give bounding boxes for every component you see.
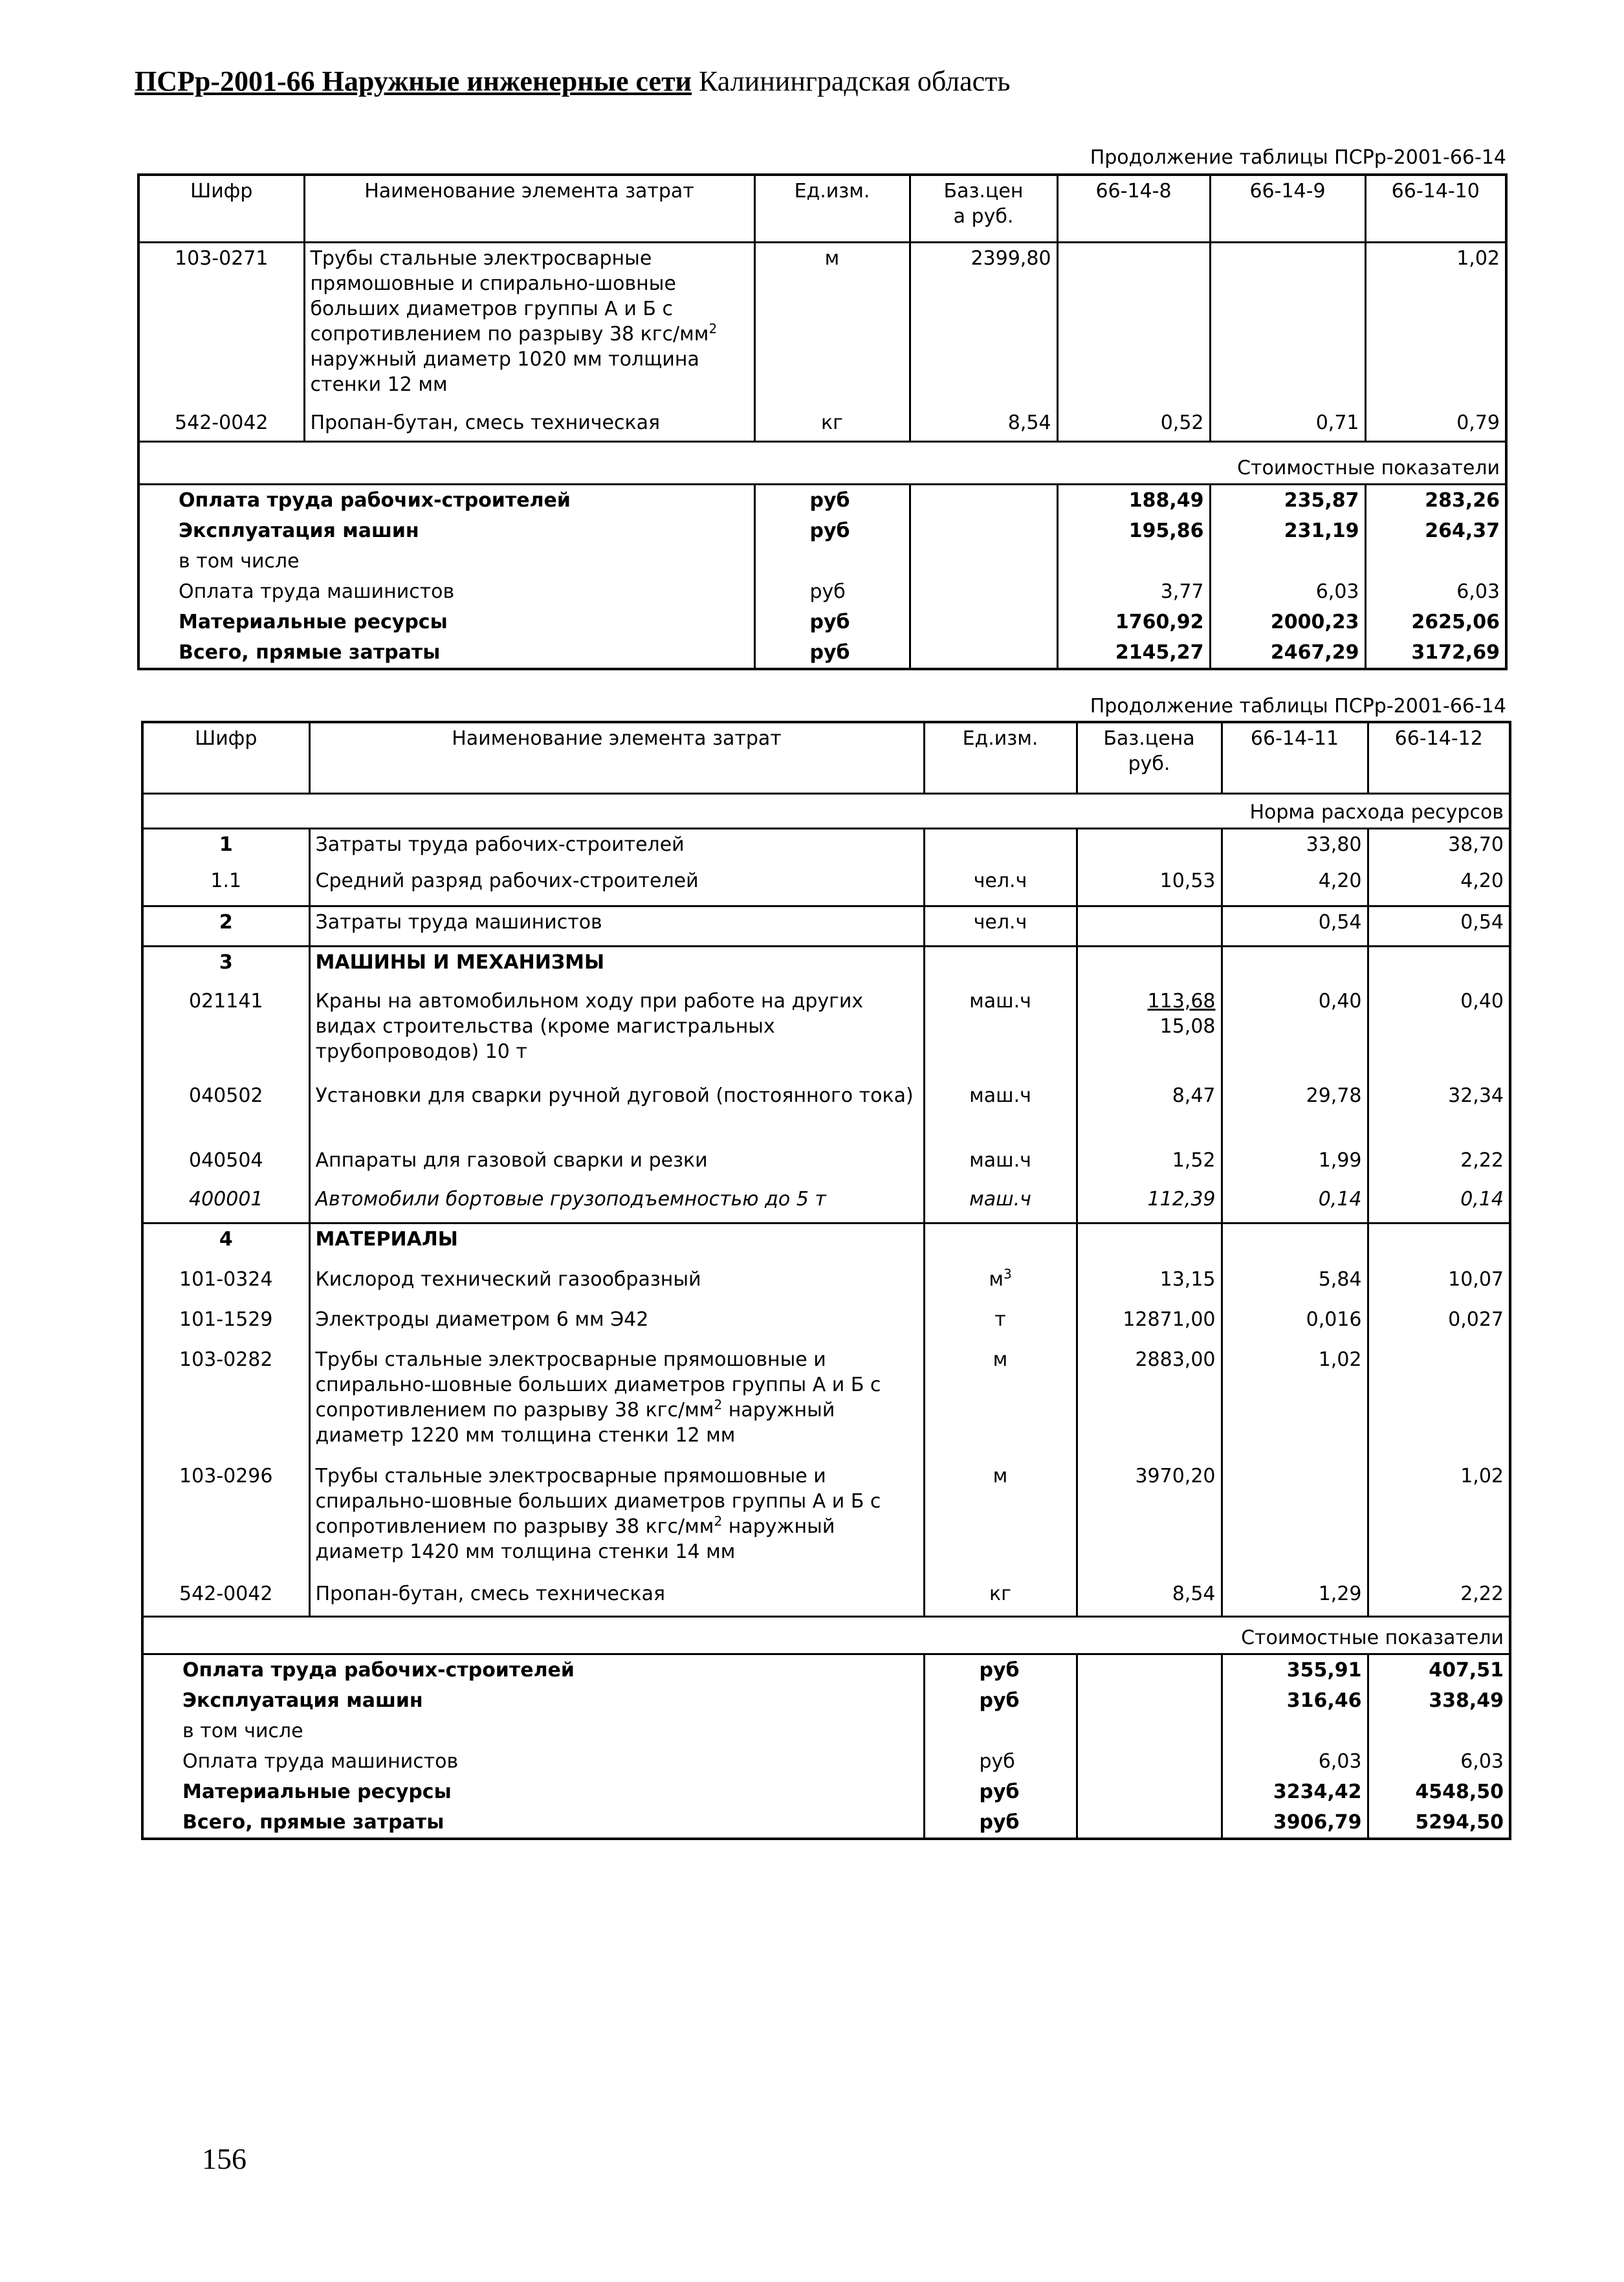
table1 — [137, 173, 1508, 670]
row-value-66-14-11: 1,99 — [1222, 1145, 1368, 1184]
section-code: 4 — [142, 1223, 309, 1264]
row-value-66-14-12: 4,20 — [1460, 870, 1504, 892]
cost-row — [138, 546, 1506, 576]
row-price — [1077, 906, 1222, 946]
row-value-66-14-11: 4,20 — [1222, 866, 1368, 906]
row-unit: кг — [754, 408, 910, 441]
row-price: 3970,20 — [1077, 1461, 1222, 1579]
row-unit: чел.ч — [924, 866, 1077, 906]
row-code: 1.1 — [142, 866, 309, 906]
cost-value-66-14-11: 355,91 — [1222, 1654, 1368, 1685]
row-price-primary: 113,68 — [1147, 990, 1216, 1013]
cost-name: Материальные ресурсы — [138, 607, 754, 637]
row-name: Установки для сварки ручной дуговой (постоянного тока) — [309, 1081, 924, 1145]
section-norm-label: Норма расхода ресурсов — [1249, 800, 1504, 824]
cost-value-66-14-9: 231,19 — [1210, 516, 1365, 546]
row-name: Пропан-бутан, смесь техническая — [304, 408, 754, 441]
cost-value-66-14-10: 283,26 — [1425, 488, 1500, 512]
cost-value-66-14-11: 3906,79 — [1222, 1807, 1368, 1839]
cost-value-66-14-11: 6,03 — [1222, 1746, 1368, 1777]
row-price — [1077, 986, 1222, 1081]
row-value-66-14-12: 0,14 — [1460, 1188, 1504, 1211]
row-name: Кислород технический газообразный — [309, 1264, 924, 1304]
row-value-66-14-11: 0,016 — [1222, 1304, 1368, 1344]
col-66-14-11-header: 66-14-11 — [1222, 722, 1368, 793]
table-row — [138, 408, 1506, 441]
cost-value-66-14-11: 316,46 — [1222, 1685, 1368, 1716]
cost-value-66-14-10: 3172,69 — [1411, 641, 1500, 664]
row-unit: маш.ч — [924, 1184, 1077, 1223]
col-66-14-9-header: 66-14-9 — [1210, 175, 1365, 242]
cost-row — [142, 1807, 1510, 1839]
row-value-66-14-11: 29,78 — [1222, 1081, 1368, 1145]
row-price: 13,15 — [1077, 1264, 1222, 1304]
cost-value-66-14-8: 2145,27 — [1057, 637, 1210, 669]
table-row — [142, 986, 1510, 1081]
cost-row — [138, 607, 1506, 637]
row-unit: т — [924, 1304, 1077, 1344]
col-66-14-10-header: 66-14-10 — [1391, 180, 1480, 203]
row-value-66-14-12: 10,07 — [1448, 1268, 1504, 1291]
cost-unit: руб — [754, 484, 910, 516]
row-price: 2399,80 — [910, 242, 1057, 408]
section-title: МАТЕРИАЛЫ — [309, 1223, 924, 1264]
table-row — [142, 866, 1510, 906]
cost-value-66-14-8: 195,86 — [1057, 516, 1210, 546]
cost-value-66-14-9: 2000,23 — [1210, 607, 1365, 637]
cost-unit: руб — [924, 1746, 1077, 1777]
cost-name: Оплата труда машинистов — [142, 1746, 924, 1777]
col-unit-header: Ед.изм. — [924, 722, 1077, 793]
section-row — [142, 1616, 1510, 1654]
cost-row — [142, 1685, 1510, 1716]
cost-value-66-14-8: 3,77 — [1057, 576, 1210, 607]
cost-value-66-14-9: 235,87 — [1210, 484, 1365, 516]
cost-value-66-14-12: 338,49 — [1429, 1689, 1504, 1712]
row-name: Средний разряд рабочих-строителей — [309, 866, 924, 906]
row-price: 8,54 — [910, 408, 1057, 441]
row-value-66-14-10: 1,02 — [1456, 247, 1500, 270]
cost-value-66-14-9: 6,03 — [1210, 576, 1365, 607]
row-price: 8,47 — [1077, 1081, 1222, 1145]
row-code: 021141 — [142, 986, 309, 1081]
row-price: 112,39 — [1077, 1184, 1222, 1223]
row-value-66-14-12: 1,02 — [1460, 1465, 1504, 1487]
row-unit: м — [754, 242, 910, 408]
cost-unit: руб — [924, 1777, 1077, 1807]
row-unit: м — [924, 1344, 1077, 1461]
row-unit: чел.ч — [924, 906, 1077, 946]
row-code: 103-0271 — [138, 242, 304, 408]
row-value-66-14-12: 2,22 — [1460, 1149, 1504, 1172]
page-title — [135, 65, 1010, 98]
row-code: 040504 — [142, 1145, 309, 1184]
section-cost-label: Стоимостные показатели — [1241, 1626, 1504, 1649]
table2-continuation: Продолжение таблицы ПСРр-2001-66-14 — [1090, 695, 1506, 718]
cost-name: Оплата труда рабочих-строителей — [142, 1654, 924, 1685]
row-value-66-14-12: 0,54 — [1460, 910, 1504, 934]
cost-unit: руб — [924, 1685, 1077, 1716]
cost-row — [138, 637, 1506, 669]
row-value-66-14-11: 0,40 — [1222, 986, 1368, 1081]
row-code: 400001 — [142, 1184, 309, 1223]
row-code: 542-0042 — [138, 408, 304, 441]
document-title: ПСРр-2001-66 Наружные инженерные сети — [135, 65, 692, 97]
col-code-header: Шифр — [138, 175, 304, 242]
row-value-66-14-12: 38,70 — [1448, 833, 1504, 856]
row-price — [1077, 828, 1222, 866]
row-unit: $м^3$ — [924, 1264, 1077, 1304]
section-row — [138, 441, 1506, 484]
row-value-66-14-9: 0,71 — [1210, 408, 1365, 441]
page-number: 156 — [202, 2142, 247, 2175]
cost-value-66-14-11: 3234,42 — [1222, 1777, 1368, 1807]
table-row — [142, 1304, 1510, 1344]
row-price: 10,53 — [1077, 866, 1222, 906]
row-value-66-14-11: 1,02 — [1222, 1344, 1368, 1461]
row-code: 101-1529 — [142, 1304, 309, 1344]
col-66-14-8-header: 66-14-8 — [1057, 175, 1210, 242]
row-value-66-14-11: 0,14 — [1222, 1184, 1368, 1223]
table-row — [142, 1145, 1510, 1184]
cost-row — [142, 1777, 1510, 1807]
row-name: Автомобили бортовые грузоподъемностью до 5 т — [309, 1184, 924, 1223]
row-value-66-14-8: 0,52 — [1057, 408, 1210, 441]
row-name: Затраты труда рабочих-строителей — [309, 828, 924, 866]
col-unit-header: Ед.изм. — [754, 175, 910, 242]
row-unit: маш.ч — [924, 986, 1077, 1081]
table-row — [142, 1344, 1510, 1461]
cost-name: Оплата труда рабочих-строителей — [138, 484, 754, 516]
row-code: 040502 — [142, 1081, 309, 1145]
row-unit: маш.ч — [924, 1145, 1077, 1184]
table1-header-row — [138, 175, 1506, 242]
table-row — [142, 1461, 1510, 1579]
row-unit: м — [924, 1461, 1077, 1579]
table1-continuation: Продолжение таблицы ПСРр-2001-66-14 — [1090, 146, 1506, 169]
table2 — [141, 721, 1511, 1840]
cost-unit: руб — [754, 607, 910, 637]
row-value-66-14-12: 0,40 — [1460, 990, 1504, 1013]
row-code: 542-0042 — [142, 1579, 309, 1616]
row-value-66-14-12: 2,22 — [1460, 1583, 1504, 1605]
cost-value-66-14-12: 407,51 — [1429, 1658, 1504, 1682]
cost-name: Эксплуатация машин — [142, 1685, 924, 1716]
row-value-66-14-9 — [1210, 242, 1365, 408]
row-price: 1,52 — [1077, 1145, 1222, 1184]
row-value-66-14-11: 1,29 — [1222, 1579, 1368, 1616]
cost-value-66-14-8: 1760,92 — [1057, 607, 1210, 637]
cost-row — [142, 1716, 1510, 1746]
document-region: Калининградская область — [699, 65, 1011, 97]
section-row — [142, 793, 1510, 828]
cost-unit: руб — [754, 516, 910, 546]
cost-name: Эксплуатация машин — [138, 516, 754, 546]
cost-value-66-14-9: 2467,29 — [1210, 637, 1365, 669]
cost-row — [142, 1746, 1510, 1777]
row-name: Пропан-бутан, смесь техническая — [309, 1579, 924, 1616]
row-code: 103-0282 — [142, 1344, 309, 1461]
cost-row — [138, 576, 1506, 607]
section-cost-label: Стоимостные показатели — [1237, 456, 1500, 479]
col-code-header: Шифр — [142, 722, 309, 793]
table-row — [142, 906, 1510, 946]
section-title: МАШИНЫ И МЕХАНИЗМЫ — [309, 946, 924, 986]
cost-name: в том числе — [142, 1716, 924, 1746]
row-price: 8,54 — [1077, 1579, 1222, 1616]
row-name: Затраты труда машинистов — [309, 906, 924, 946]
table-row — [142, 1184, 1510, 1223]
section-code: 3 — [142, 946, 309, 986]
row-name: Трубы стальные электросварные прямошовные и спирально-шовные больших диаметров группы А и Б с сопротивлением по разрыву 38 кгс/$мм^2$ наружный диаметр 1420 мм толщина стенки 14 мм — [309, 1461, 924, 1579]
cost-row — [142, 1654, 1510, 1685]
row-code: 2 — [142, 906, 309, 946]
row-name: Краны на автомобильном ходу при работе на других видах строительства (кроме магистральных трубопроводов) 10 т — [309, 986, 924, 1081]
cost-value-66-14-12: 6,03 — [1460, 1750, 1504, 1773]
cost-name: в том числе — [138, 546, 754, 576]
col-name-header: Наименование элемента затрат — [309, 722, 924, 793]
table-row — [142, 828, 1510, 866]
col-price-header: Баз.цена руб. — [910, 175, 1057, 242]
row-value-66-14-8 — [1057, 242, 1210, 408]
cost-unit: руб — [754, 576, 910, 607]
row-name: Трубы стальные электросварные прямошовные и спирально-шовные больших диаметров группы А и Б с сопротивлением по разрыву 38 кгс/$мм^2$ наружный диаметр 1220 мм толщина стенки 12 мм — [309, 1344, 924, 1461]
cost-value-66-14-10: 264,37 — [1425, 519, 1500, 542]
row-value-66-14-12: 32,34 — [1448, 1084, 1504, 1107]
cost-unit: руб — [924, 1654, 1077, 1685]
col-name-header: Наименование элемента затрат — [304, 175, 754, 242]
row-value-66-14-12 — [1368, 1344, 1510, 1461]
row-value-66-14-11: 5,84 — [1222, 1264, 1368, 1304]
row-value-66-14-12: 0,027 — [1448, 1308, 1504, 1331]
table-row — [138, 242, 1506, 408]
cost-row — [138, 484, 1506, 516]
table-row — [142, 1264, 1510, 1304]
section-header-row — [142, 946, 1510, 986]
cost-value-66-14-10: 2625,06 — [1411, 610, 1500, 633]
row-price-secondary: 15,08 — [1159, 1015, 1216, 1038]
row-code: 1 — [142, 828, 309, 866]
col-66-14-12-header: 66-14-12 — [1394, 727, 1483, 750]
table-row — [142, 1579, 1510, 1616]
row-value-66-14-11 — [1222, 1461, 1368, 1579]
row-value-66-14-10: 0,79 — [1456, 411, 1500, 434]
row-name: Электроды диаметром 6 мм Э42 — [309, 1304, 924, 1344]
row-price: 12871,00 — [1077, 1304, 1222, 1344]
row-price: 2883,00 — [1077, 1344, 1222, 1461]
cost-unit: руб — [754, 637, 910, 669]
row-value-66-14-11: 33,80 — [1222, 828, 1368, 866]
table2-header-row — [142, 722, 1510, 793]
row-code: 103-0296 — [142, 1461, 309, 1579]
cost-unit: руб — [924, 1807, 1077, 1839]
row-name: Аппараты для газовой сварки и резки — [309, 1145, 924, 1184]
cost-value-66-14-12: 4548,50 — [1415, 1780, 1504, 1803]
table-row — [142, 1081, 1510, 1145]
row-unit: маш.ч — [924, 1081, 1077, 1145]
row-name: Трубы стальные электросварные прямошовные и спирально-шовные больших диаметров группы А и Б с сопротивлением по разрыву 38 кгс/$мм^2$ наружный диаметр 1020 мм толщина стенки 12 мм — [304, 242, 754, 408]
cost-value-66-14-10: 6,03 — [1456, 580, 1500, 603]
cost-name: Всего, прямые затраты — [138, 637, 754, 669]
row-code: 101-0324 — [142, 1264, 309, 1304]
cost-name: Всего, прямые затраты — [142, 1807, 924, 1839]
cost-value-66-14-12: 5294,50 — [1415, 1810, 1504, 1834]
row-unit — [924, 828, 1077, 866]
cost-name: Материальные ресурсы — [142, 1777, 924, 1807]
section-header-row — [142, 1223, 1510, 1264]
cost-value-66-14-8: 188,49 — [1057, 484, 1210, 516]
row-unit: кг — [924, 1579, 1077, 1616]
row-value-66-14-11: 0,54 — [1222, 906, 1368, 946]
cost-row — [138, 516, 1506, 546]
col-price-header: Баз.цена руб. — [1077, 722, 1222, 793]
cost-name: Оплата труда машинистов — [138, 576, 754, 607]
